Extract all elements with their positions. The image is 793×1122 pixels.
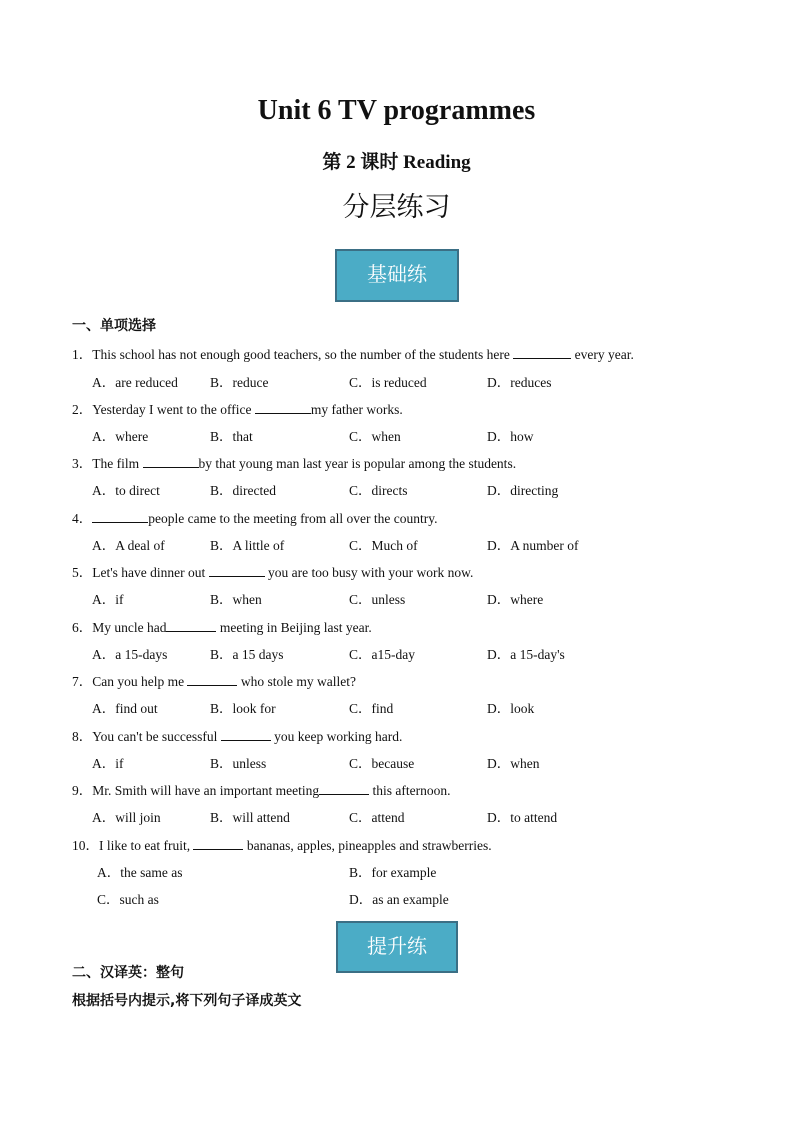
question-5	[72, 561, 473, 581]
question-text-end: who stole my wallet?	[240, 674, 356, 689]
option-d[interactable]: D．A number of	[487, 538, 579, 553]
question-8	[72, 725, 402, 745]
option-c[interactable]: C．because	[349, 756, 415, 771]
answer-blank	[319, 782, 369, 795]
question-text: 6．My uncle had	[72, 620, 167, 635]
question-text-end: people came to the meeting from all over the country.	[148, 511, 438, 526]
option-c[interactable]: C．find	[349, 701, 394, 716]
option-d[interactable]: D．a 15-day's	[487, 647, 565, 662]
question-text-end: my father works.	[310, 402, 403, 417]
option-d[interactable]: D．to attend	[487, 810, 558, 825]
question-4	[72, 507, 438, 527]
question-10	[72, 834, 492, 854]
question-text: 10．I like to eat fruit,	[72, 838, 191, 853]
page-title: Unit 6 TV programmes	[257, 95, 536, 126]
option-b[interactable]: B．will attend	[210, 810, 290, 825]
option-c[interactable]: C．attend	[349, 810, 405, 825]
question-text-end: meeting in Beijing last year.	[219, 620, 372, 635]
answer-blank	[221, 728, 271, 741]
option-b[interactable]: B．that	[210, 429, 253, 444]
option-c[interactable]: C．is reduced	[349, 375, 427, 390]
option-a[interactable]: A．A deal of	[92, 538, 165, 553]
question-6	[72, 616, 372, 636]
option-a[interactable]: A．to direct	[92, 483, 160, 498]
question-text: 9．Mr. Smith will have an important meeting	[72, 783, 320, 798]
answer-blank	[193, 837, 243, 850]
option-b[interactable]: B．reduce	[210, 375, 269, 390]
answer-blank	[143, 455, 199, 468]
option-d[interactable]: D．when	[487, 756, 540, 771]
question-1	[72, 343, 634, 363]
option-d[interactable]: D．how	[487, 429, 534, 444]
basic-practice-badge: 基础练	[335, 249, 459, 302]
question-text: 5．Let's have dinner out	[72, 565, 206, 580]
answer-blank	[187, 673, 237, 686]
option-d[interactable]: D．where	[487, 592, 544, 607]
answer-blank	[92, 510, 148, 523]
question-text: 3．The film	[72, 456, 140, 471]
option-c[interactable]: C．unless	[349, 592, 406, 607]
question-3	[72, 452, 516, 472]
option-b[interactable]: B．a 15 days	[210, 647, 284, 662]
option-a[interactable]: A．if	[92, 756, 124, 771]
option-d[interactable]: D．reduces	[487, 375, 552, 390]
option-c[interactable]: C．such as	[97, 892, 159, 907]
option-a[interactable]: A．find out	[92, 701, 158, 716]
section1-heading: 一、单项选择	[72, 318, 156, 334]
option-c[interactable]: C．when	[349, 429, 401, 444]
option-b[interactable]: B．look for	[210, 701, 276, 716]
option-b[interactable]: B．for example	[349, 865, 437, 880]
option-c[interactable]: C．a15-day	[349, 647, 415, 662]
option-b[interactable]: B．when	[210, 592, 262, 607]
answer-blank	[166, 619, 216, 632]
question-text-end: every year.	[574, 347, 634, 362]
option-b[interactable]: B．A little of	[210, 538, 285, 553]
section2-instruction: 根据括号内提示,将下列句子译成英文	[72, 993, 302, 1009]
lesson-subtitle: 第 2 课时 Reading	[322, 152, 471, 173]
option-a[interactable]: A．if	[92, 592, 124, 607]
option-a[interactable]: A．a 15-days	[92, 647, 168, 662]
question-text-end: this afternoon.	[372, 783, 451, 798]
option-b[interactable]: B．directed	[210, 483, 276, 498]
option-c[interactable]: C．directs	[349, 483, 408, 498]
option-a[interactable]: A．will join	[92, 810, 161, 825]
question-text: 4．	[72, 511, 93, 526]
practice-subtitle: 分层练习	[342, 192, 451, 223]
answer-blank	[513, 346, 571, 359]
question-text: 2．Yesterday I went to the office	[72, 402, 252, 417]
answer-blank	[209, 564, 265, 577]
option-d[interactable]: D．as an example	[349, 892, 449, 907]
question-2	[72, 398, 403, 418]
section2-heading: 二、汉译英：整句	[72, 965, 184, 981]
advanced-practice-badge: 提升练	[336, 921, 458, 973]
option-a[interactable]: A．are reduced	[92, 375, 178, 390]
question-text: 1．This school has not enough good teachers, so the number of the students here	[72, 347, 510, 362]
option-d[interactable]: D．directing	[487, 483, 559, 498]
question-text-end: you keep working hard.	[274, 729, 403, 744]
question-7	[72, 670, 356, 690]
question-9	[72, 779, 450, 799]
option-b[interactable]: B．unless	[210, 756, 267, 771]
question-text: 7．Can you help me	[72, 674, 185, 689]
question-text-end: bananas, apples, pineapples and strawberries.	[246, 838, 492, 853]
option-c[interactable]: C．Much of	[349, 538, 418, 553]
question-text: 8．You can't be successful	[72, 729, 218, 744]
question-text-end: you are too busy with your work now.	[268, 565, 474, 580]
question-text-end: by that young man last year is popular among the students.	[198, 456, 517, 471]
option-d[interactable]: D．look	[487, 701, 535, 716]
answer-blank	[255, 401, 311, 414]
option-a[interactable]: A．where	[92, 429, 149, 444]
option-a[interactable]: A．the same as	[97, 865, 183, 880]
